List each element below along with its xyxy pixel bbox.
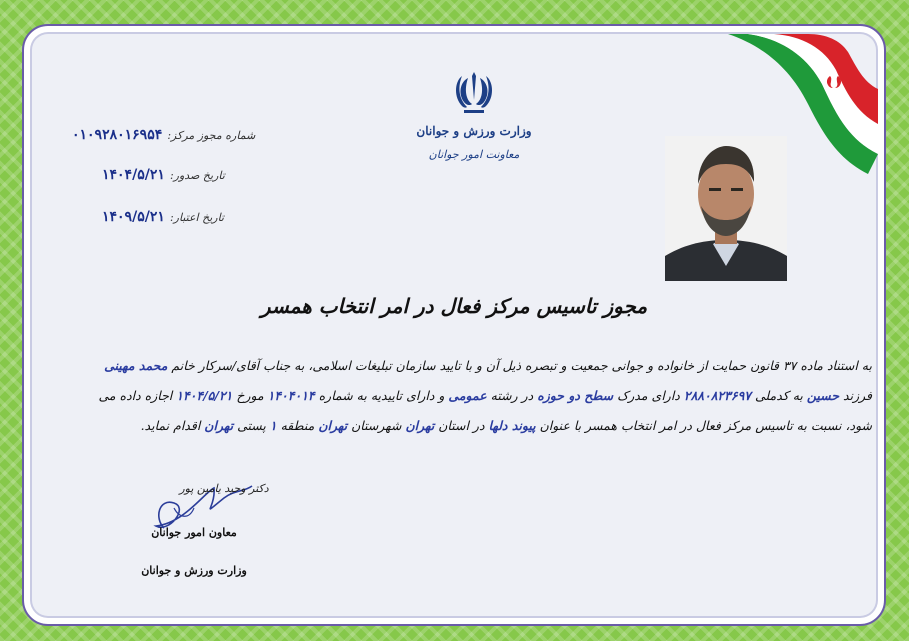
- region: ۱: [269, 418, 277, 433]
- city: تهران: [318, 418, 348, 433]
- approval-date: ۱۴۰۴/۵/۲۱: [176, 388, 233, 403]
- national-id: ۲۸۸۰۸۲۳۶۹۷: [683, 388, 751, 403]
- body-text-2: فرزند: [843, 388, 872, 403]
- license-label: شماره مجوز مرکز:: [167, 129, 256, 142]
- license-value: ۰۱۰۹۲۸۰۱۶۹۵۴: [72, 127, 163, 143]
- degree: سطح دو حوزه: [537, 388, 614, 403]
- body-text-10: شهرستان: [351, 418, 402, 433]
- iran-emblem-icon: [454, 70, 494, 118]
- postal-area: تهران: [204, 418, 234, 433]
- expiry-value: ۱۴۰۹/۵/۲۱: [102, 209, 165, 225]
- body-text-12: پستی: [237, 418, 266, 433]
- issue-value: ۱۴۰۴/۵/۲۱: [102, 167, 165, 183]
- deputy-name: معاونت امور جوانان: [428, 148, 520, 161]
- body-text-4: دارای مدرک: [617, 388, 680, 403]
- field: عمومی: [448, 388, 487, 403]
- body-text-3: به کدملی: [754, 388, 803, 403]
- body-text-11: منطقه: [280, 418, 315, 433]
- body-text-1: به استناد ماده ۳۷ قانون حمایت از خانواده و جوانی جمعیت و تبصره ذیل آن و با تایید سازمان تبلیغات اسلامی، به جناب آقای/سرکار خانم: [171, 358, 872, 373]
- ministry-name: وزارت ورزش و جوانان: [416, 124, 532, 138]
- expiry-date-row: [94, 206, 224, 225]
- holder-photo: [665, 136, 787, 281]
- signatory-ministry: وزارت ورزش و جوانان: [141, 564, 247, 577]
- body-text-13: اقدام نماید.: [140, 418, 201, 433]
- body-text-8: اجازه داده می شود، نسبت به تاسیس مرکز فعال در امر انتخاب همسر با عنوان: [98, 388, 872, 433]
- father-name: حسین: [806, 388, 840, 403]
- center-name: پیوند دلها: [488, 418, 536, 433]
- province: تهران: [405, 418, 435, 433]
- certificate-body: [82, 351, 872, 441]
- certificate-card: [22, 24, 886, 626]
- license-number-row: [64, 124, 255, 143]
- body-text-6: و دارای تاییدیه به شماره: [318, 388, 445, 403]
- issue-date-row: [94, 164, 225, 183]
- approval-number: ۱۴۰۴۰۱۴: [267, 388, 315, 403]
- holder-name: محمد مهینی: [104, 358, 168, 373]
- certificate-title: مجوز تاسیس مرکز فعال در امر انتخاب همسر: [260, 294, 648, 318]
- body-text-9: در استان: [438, 418, 485, 433]
- issue-label: تاریخ صدور:: [169, 169, 225, 182]
- signatory-name: دکتر وحید یامین پور: [179, 482, 269, 495]
- body-text-5: در رشته: [490, 388, 534, 403]
- body-text-7: مورخ: [236, 388, 264, 403]
- signatory-title: معاون امور جوانان: [151, 526, 237, 539]
- expiry-label: تاریخ اعتبار:: [169, 211, 224, 224]
